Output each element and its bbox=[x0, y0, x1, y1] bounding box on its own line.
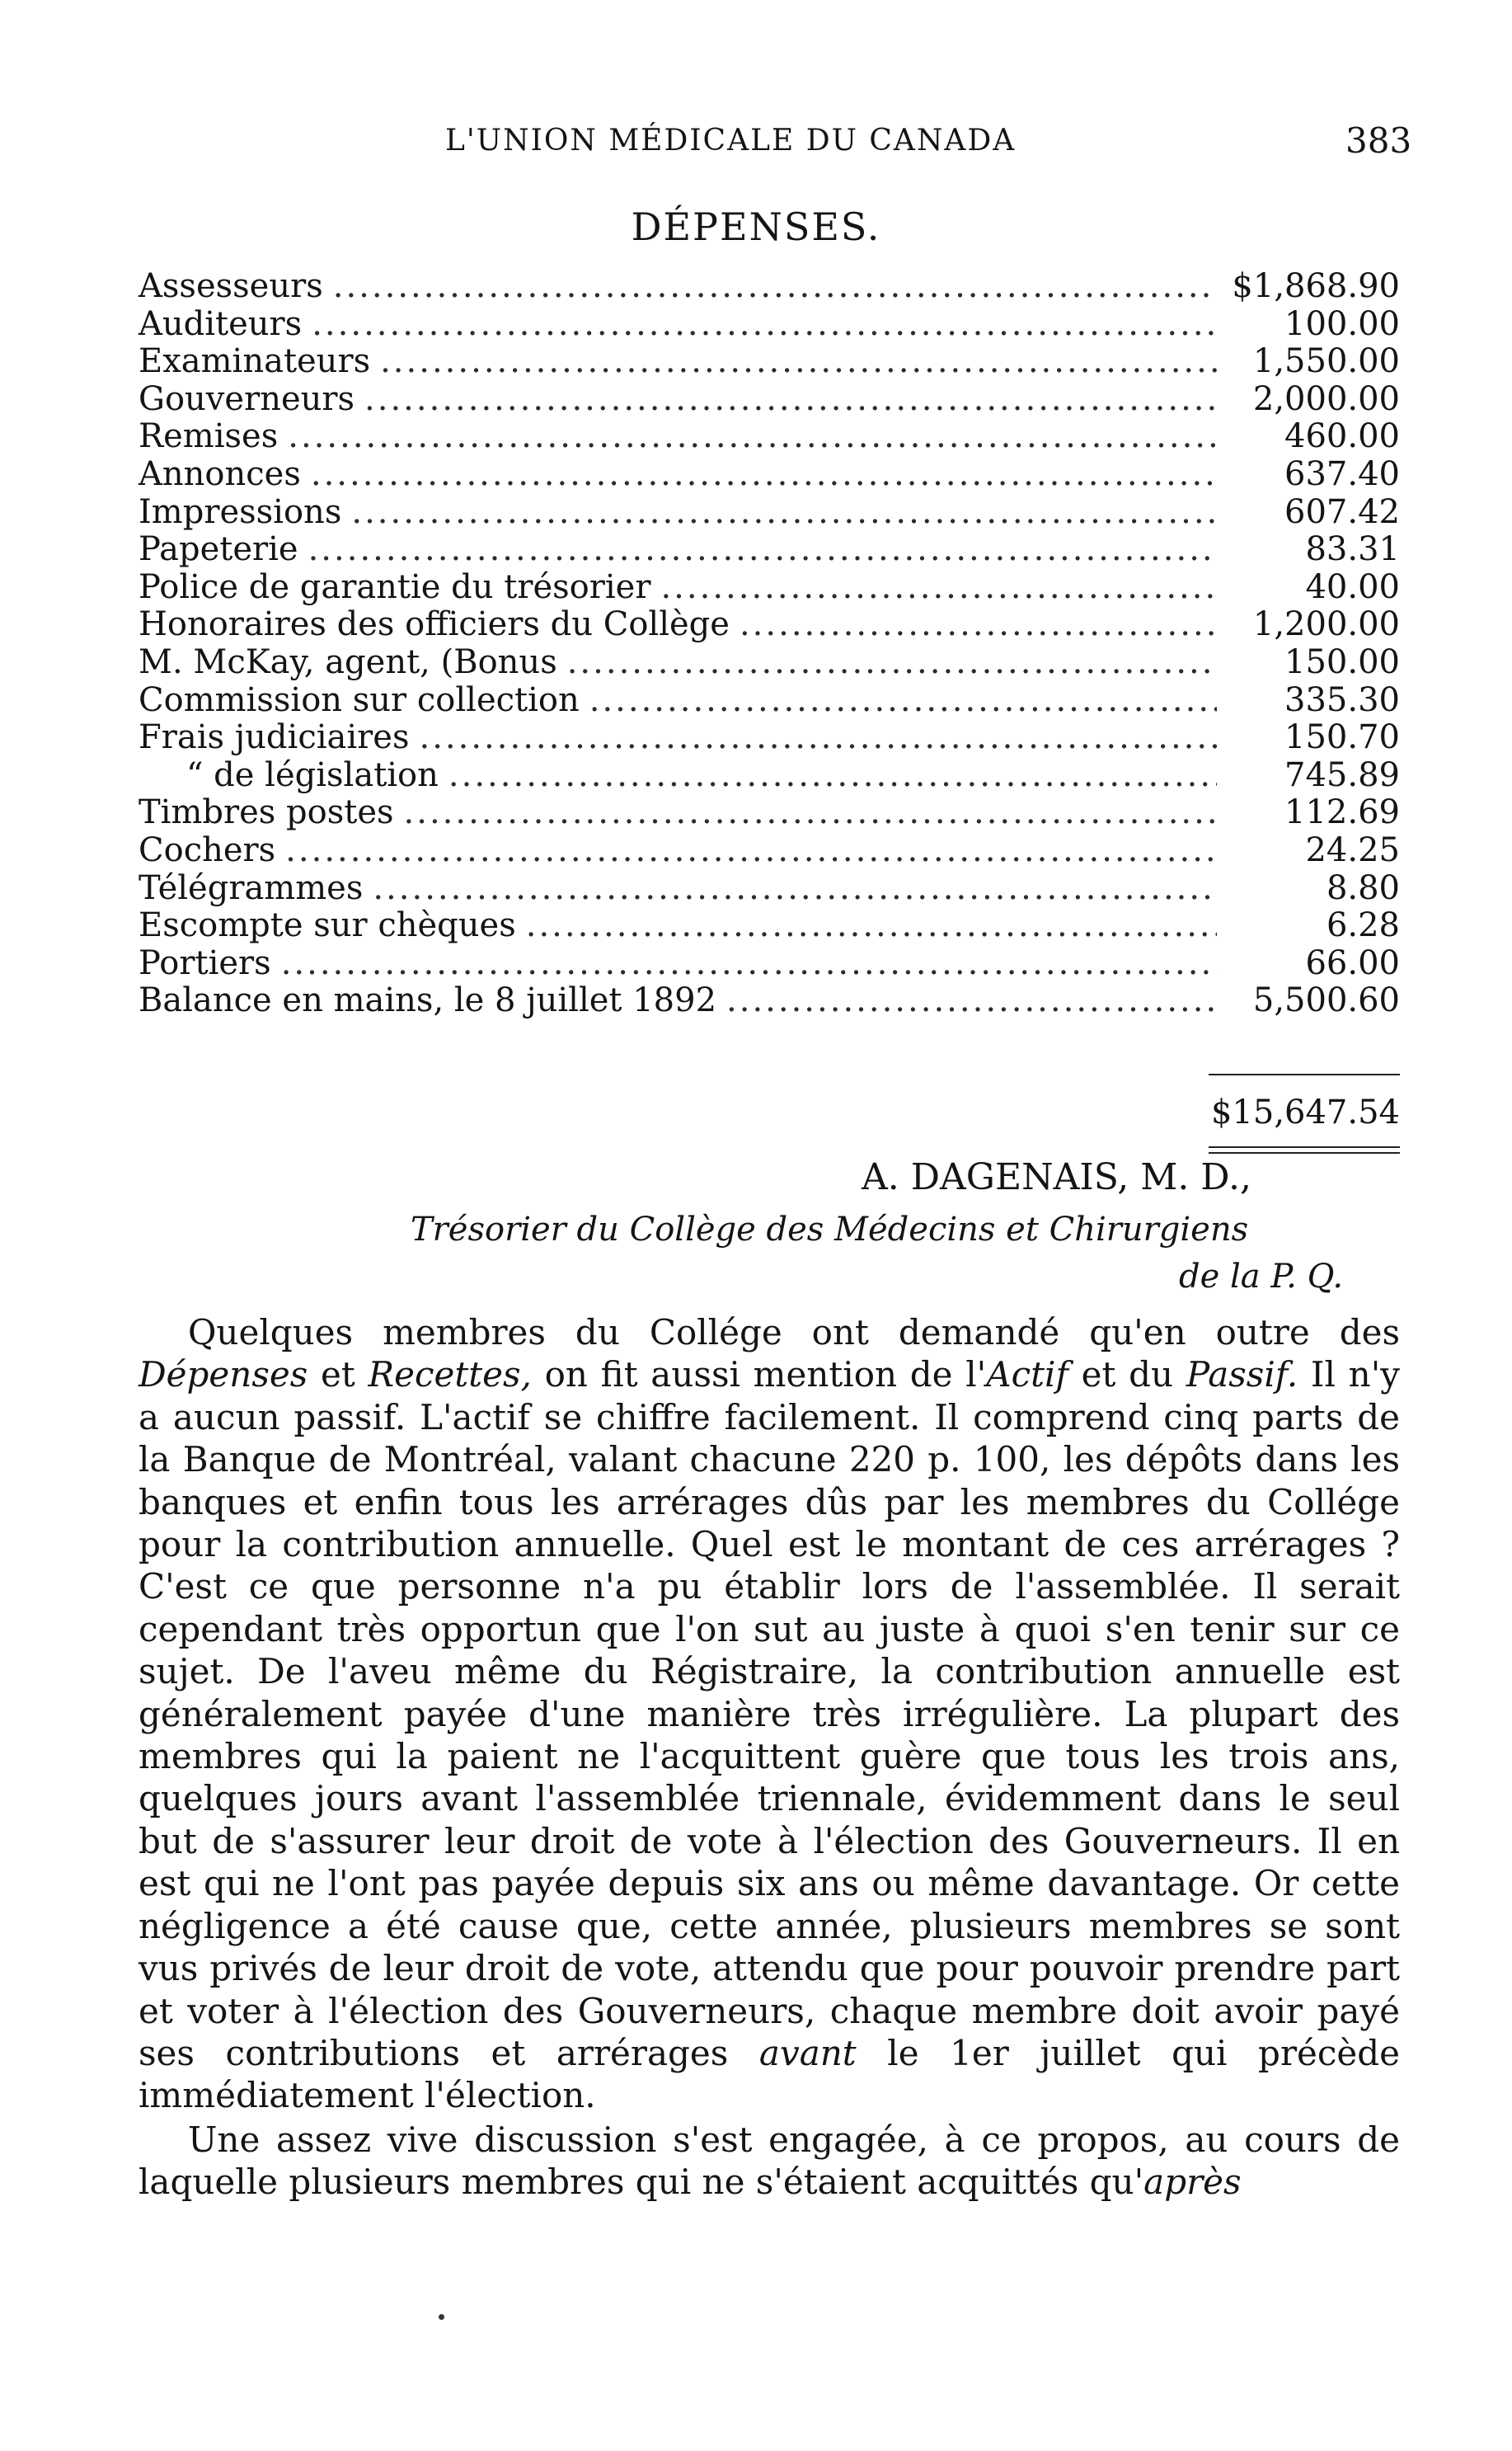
dot-leader bbox=[288, 417, 1217, 455]
ledger-label: Télégrammes bbox=[139, 868, 364, 907]
double-rule-lower bbox=[1209, 1152, 1400, 1154]
ledger-row bbox=[139, 605, 1400, 643]
ledger-amount: 607.42 bbox=[1284, 492, 1400, 531]
ledger-amount: 8.80 bbox=[1326, 868, 1400, 907]
ledger-amount: 335.30 bbox=[1284, 680, 1400, 719]
expense-ledger bbox=[139, 267, 1400, 1019]
ledger-label: Auditeurs bbox=[139, 304, 303, 343]
ledger-label: M. McKay, agent, (Bonus bbox=[139, 642, 557, 681]
ledger-row bbox=[139, 380, 1400, 418]
italic-run: Actif bbox=[986, 1354, 1068, 1395]
dot-leader bbox=[312, 305, 1217, 343]
ledger-label: Remises bbox=[139, 417, 279, 456]
italic-run: Recettes, bbox=[368, 1354, 532, 1395]
ledger-row bbox=[139, 530, 1400, 568]
dot-leader bbox=[308, 530, 1217, 568]
italic-run: avant bbox=[758, 2032, 857, 2073]
ledger-amount: 6.28 bbox=[1326, 906, 1400, 945]
dot-leader bbox=[351, 493, 1217, 531]
body-text bbox=[139, 1311, 1400, 2204]
dot-leader bbox=[448, 756, 1217, 794]
ledger-amount: 1,550.00 bbox=[1252, 342, 1400, 381]
ledger-row bbox=[139, 869, 1400, 907]
dot-leader bbox=[281, 944, 1217, 982]
ledger-amount: 66.00 bbox=[1305, 943, 1400, 982]
dot-leader bbox=[373, 869, 1217, 907]
ledger-row bbox=[139, 267, 1400, 305]
text-run: et bbox=[308, 1354, 369, 1395]
text-run: et du bbox=[1068, 1354, 1186, 1395]
italic-run: Dépenses bbox=[139, 1354, 308, 1395]
ledger-label: Gouverneurs bbox=[139, 379, 355, 418]
text-run: Une assez vive discussion s'est engagée, à ce propos, au cours de laquelle plusieurs membres qui ne s'étaient acquittés qu' bbox=[139, 2119, 1400, 2203]
ledger-label: Papeterie bbox=[139, 530, 298, 569]
ledger-row bbox=[139, 643, 1400, 681]
ledger-row bbox=[139, 831, 1400, 869]
ledger-amount: 24.25 bbox=[1305, 830, 1400, 869]
ledger-amount: $1,868.90 bbox=[1232, 267, 1400, 305]
ledger-amount: 150.70 bbox=[1284, 718, 1400, 757]
ledger-label: Impressions bbox=[139, 492, 342, 531]
ledger-amount: 2,000.00 bbox=[1252, 379, 1400, 418]
dot-leader bbox=[311, 455, 1217, 493]
ledger-row bbox=[139, 944, 1400, 982]
dot-leader bbox=[419, 718, 1217, 756]
page-number: 383 bbox=[1345, 120, 1412, 161]
ledger-label: Escompte sur chèques bbox=[139, 906, 516, 945]
total-amount: $15,647.54 bbox=[1210, 1094, 1400, 1131]
ledger-row bbox=[139, 981, 1400, 1019]
ledger-label: Cochers bbox=[139, 830, 276, 869]
text-run: on fit aussi mention de l' bbox=[531, 1354, 987, 1395]
paragraph bbox=[139, 1311, 1400, 2117]
ledger-amount: 1,200.00 bbox=[1252, 605, 1400, 644]
ledger-row bbox=[139, 681, 1400, 719]
ledger-row bbox=[139, 793, 1400, 831]
ledger-label: “ de législation bbox=[186, 755, 439, 794]
dot-leader bbox=[364, 380, 1217, 418]
ledger-row bbox=[139, 906, 1400, 944]
ledger-amount: 40.00 bbox=[1305, 567, 1400, 606]
ledger-amount: 150.00 bbox=[1284, 642, 1400, 681]
ledger-row bbox=[139, 342, 1400, 380]
ledger-amount: 637.40 bbox=[1284, 454, 1400, 493]
ledger-label: Balance en mains, le 8 juillet 1892 bbox=[139, 981, 717, 1020]
ink-dot bbox=[439, 2314, 444, 2320]
ledger-row bbox=[139, 756, 1400, 794]
ledger-row bbox=[139, 417, 1400, 455]
signature-title: Trésorier du Collège des Médecins et Chirurgiens bbox=[411, 1211, 1249, 1249]
ledger-label: Honoraires des officiers du Collège bbox=[139, 605, 730, 644]
dot-leader bbox=[380, 342, 1217, 380]
ledger-label: Frais judiciaires bbox=[139, 718, 410, 757]
ledger-amount: 745.89 bbox=[1284, 755, 1400, 794]
text-run: le 1er juillet qui précède immédiatement l'élection. bbox=[139, 2032, 1400, 2116]
paragraph bbox=[139, 2119, 1400, 2204]
ledger-amount: 5,500.60 bbox=[1252, 981, 1400, 1020]
dot-leader bbox=[333, 267, 1217, 305]
ledger-amount: 112.69 bbox=[1284, 793, 1400, 832]
signature-title-continued: de la P. Q. bbox=[1179, 1258, 1344, 1296]
ledger-label: Examinateurs bbox=[139, 342, 371, 381]
ledger-total bbox=[1209, 1074, 1400, 1154]
ledger-label: Police de garantie du trésorier bbox=[139, 567, 651, 606]
ledger-row bbox=[139, 718, 1400, 756]
italic-run: après bbox=[1143, 2162, 1242, 2203]
ledger-row bbox=[139, 455, 1400, 493]
text-run: Quelques membres du Collége ont demandé qu'en outre des bbox=[188, 1312, 1400, 1353]
ledger-label: Timbres postes bbox=[139, 793, 394, 832]
ledger-label: Annonces bbox=[139, 454, 301, 493]
double-rule-upper bbox=[1209, 1146, 1400, 1148]
dot-leader bbox=[589, 681, 1217, 719]
ledger-amount: 83.31 bbox=[1305, 530, 1400, 569]
ledger-amount: 460.00 bbox=[1284, 417, 1400, 456]
section-title: DÉPENSES. bbox=[631, 205, 881, 249]
dot-leader bbox=[404, 793, 1217, 831]
ledger-row bbox=[139, 568, 1400, 606]
text-run: Il n'y a aucun passif. L'actif se chiffre facilement. Il comprend cinq parts de la Banque de Montréal, valant chacune 220 p. 100, les dépôts dans les banques et enfin tous les arrérages dûs par les membres du Collége pour la contribution annuelle. Quel est le montant de ces arrérages ? C'est ce que personne n'a pu établir lors de l'assemblée. Il serait cependant très opportun que l'on sut au juste à quoi s'en tenir sur ce sujet. De l'aveu même du Régistraire, la contribution annuelle est généralement payée d'une manière très irrégulière. La plupart des membres qui la paient ne l'acquittent guère que tous les trois ans, quelques jours avant l'assemblée triennale, évidemment dans le seul but de s'assurer leur droit de vote à l'élection des Gouverneurs. Il en est qui ne l'ont pas payée depuis six ans ou même davantage. Or cette négligence a été cause que, cette année, plusieurs membres se sont vus privés de leur droit de vote, attendu que pour pouvoir prendre part et voter à l'élection des Gouverneurs, chaque membre doit avoir payé ses contributions et arrérages bbox=[139, 1354, 1400, 2073]
dot-leader bbox=[526, 906, 1217, 944]
dot-leader bbox=[567, 643, 1217, 681]
ledger-row bbox=[139, 305, 1400, 343]
dot-leader bbox=[660, 568, 1217, 606]
ledger-label: Portiers bbox=[139, 943, 271, 982]
signature-name: A. DAGENAIS, M. D., bbox=[862, 1156, 1251, 1198]
dot-leader bbox=[740, 605, 1217, 643]
ledger-row bbox=[139, 493, 1400, 531]
italic-run: Passif. bbox=[1186, 1354, 1298, 1395]
running-title: L'UNION MÉDICALE DU CANADA bbox=[445, 124, 1017, 158]
ledger-amount: 100.00 bbox=[1284, 304, 1400, 343]
dot-leader bbox=[726, 981, 1217, 1019]
dot-leader bbox=[285, 831, 1217, 869]
ledger-label: Commission sur collection bbox=[139, 680, 580, 719]
ledger-label: Assesseurs bbox=[139, 267, 323, 305]
